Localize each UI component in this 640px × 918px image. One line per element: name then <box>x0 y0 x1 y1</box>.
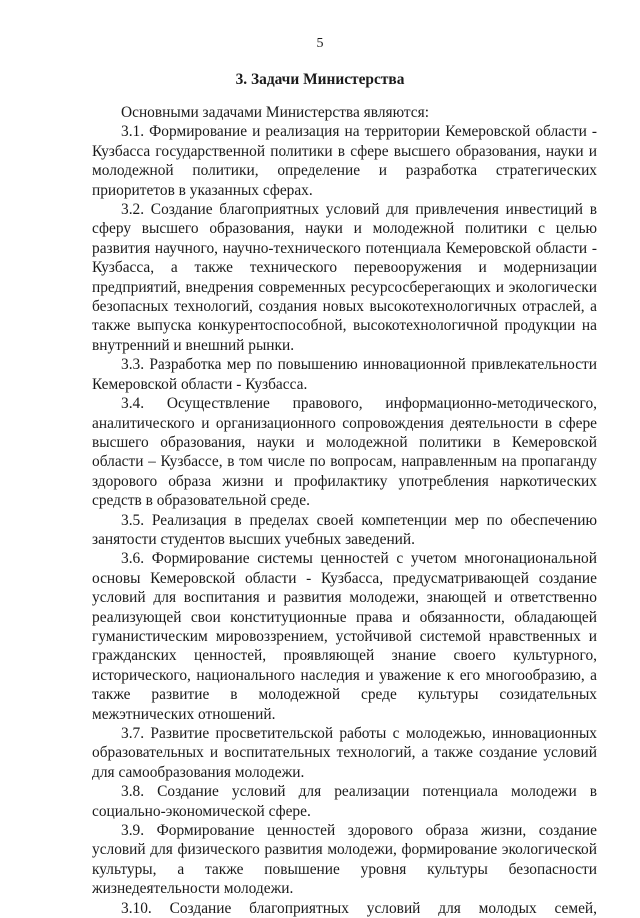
task-3-5-paragraph: 3.5. Реализация в пределах своей компетенции мер по обеспечению занятости студентов высших учебных заведений. <box>92 511 597 548</box>
section-title: 3. Задачи Министерства <box>235 71 405 88</box>
task-3-3-paragraph: 3.3. Разработка мер по повышению инновационной привлекательности Кемеровской области - Кузбасса. <box>92 356 597 393</box>
body-text <box>92 103 597 918</box>
task-3-10-paragraph: 3.10. Создание благоприятных условий для молодых семей, <box>121 899 597 917</box>
task-3-9-paragraph: 3.9. Формирование ценностей здорового образа жизни, создание условий для физического развития молодежи, формирование экологической культуры, а также повышение уровня культуры безопасности жизнедеятельности молодежи. <box>92 822 597 898</box>
task-3-2-paragraph: 3.2. Создание благоприятных условий для привлечения инвестиций в сферу высшего образования, науки и молодежной политики с целью развития научного, научно-технического потенциала Кемеровской области - Кузбасса, а также технического перевооружения и модернизации предприятий, внедрения современных ресурсосберегающих и экологически безопасных технологий, создания новых высокотехнологичных отраслей, а также выпуска конкурентоспособной, высокотехнологичной продукции на внутренний и внешний рынки. <box>92 201 597 354</box>
task-3-6-paragraph: 3.6. Формирование системы ценностей с учетом многонациональной основы Кемеровской области - Кузбасса, предусматривающей создание условий для воспитания и развития молодежи, знающей и ответственно реализующей свои конституционные права и обязанности, обладающей гуманистическим мировоззрением, устойчивой системой нравственных и гражданских ценностей, проявляющей знание своего культурного, исторического, национального наследия и уважение к его многообразию, а также развитие в молодежной среде культуры созидательных межэтнических отношений. <box>92 550 597 723</box>
task-3-4-paragraph: 3.4. Осуществление правового, информационно-методического, аналитического и организационного сопровождения деятельности в сфере высшего образования, науки и молодежной политики в Кемеровской области – Кузбассе, в том числе по вопросам, направленным на пропаганду здорового образа жизни и профилактику употребления наркотических средств в образовательной среде. <box>92 395 597 510</box>
page-number: 5 <box>316 36 324 51</box>
intro-paragraph: Основными задачами Министерства являются: <box>121 104 429 121</box>
task-3-1-paragraph: 3.1. Формирование и реализация на территории Кемеровской области - Кузбасса государственной политики в сфере высшего образования, науки и молодежной политики, определение и разработка стратегических приоритетов в указанных сферах. <box>92 123 597 199</box>
task-3-8-paragraph: 3.8. Создание условий для реализации потенциала молодежи в социально-экономической сфере. <box>92 783 597 820</box>
task-3-7-paragraph: 3.7. Развитие просветительской работы с молодежью, инновационных образовательных и воспитательных технологий, а также создание условий для самообразования молодежи. <box>92 725 597 781</box>
